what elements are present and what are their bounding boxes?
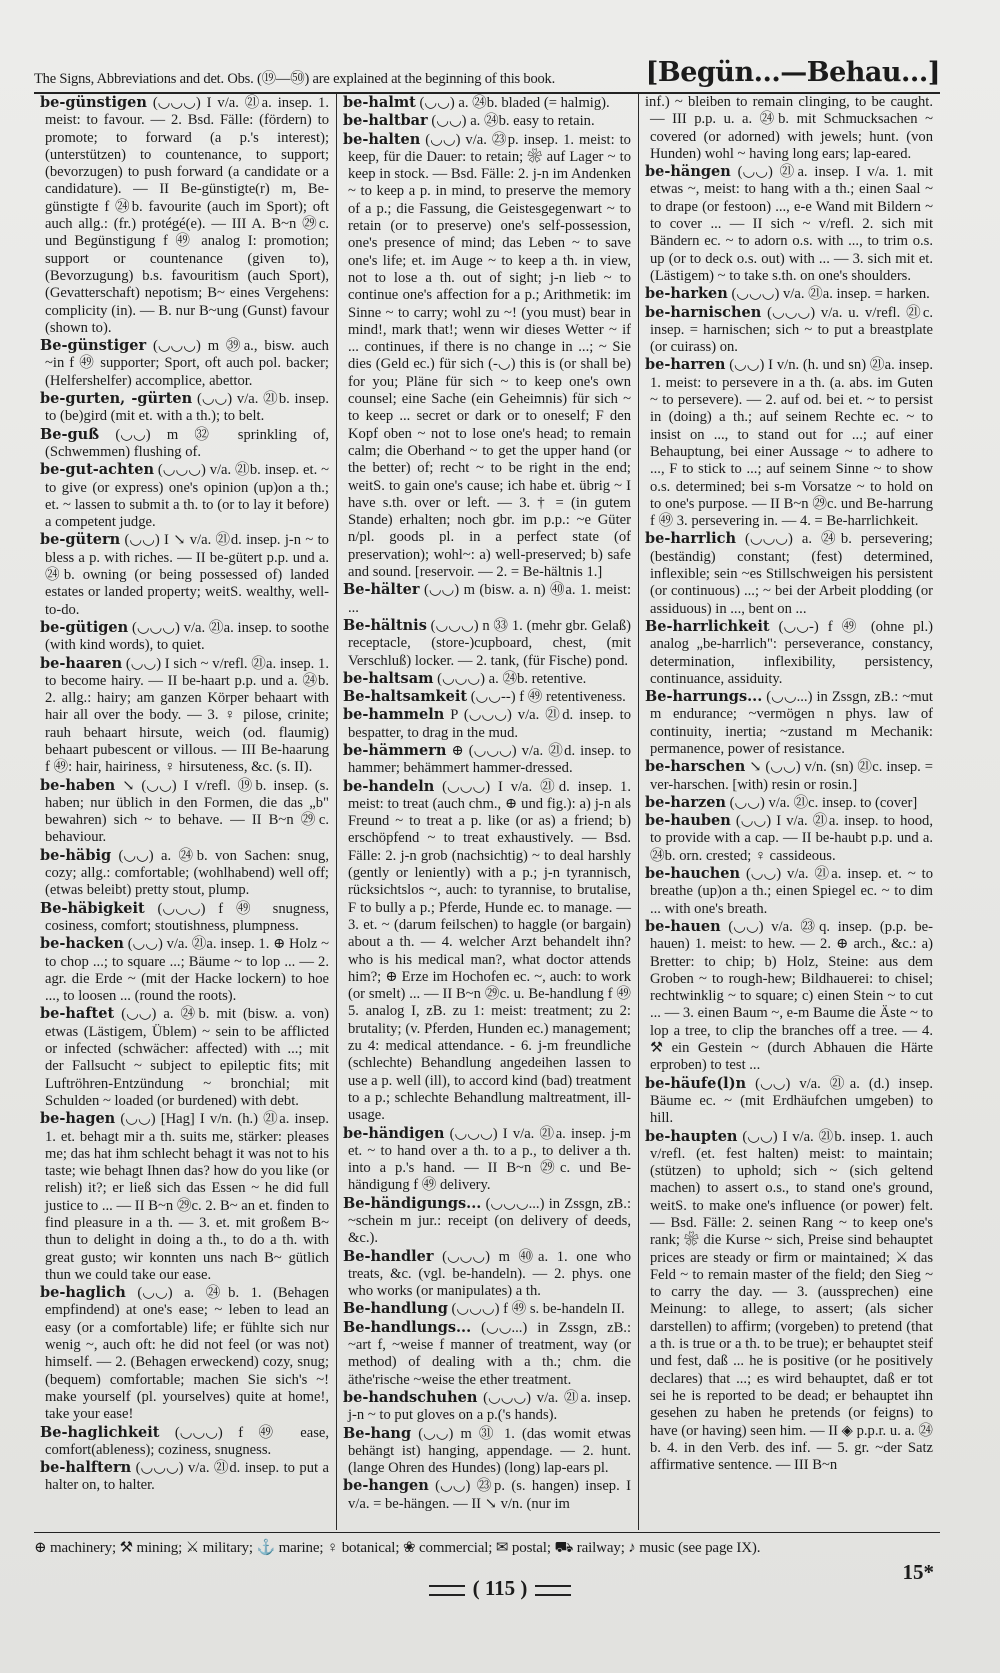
dictionary-entry	[40, 900, 329, 936]
entry-definition: (◡◡) I v/a. ㉑a. insep. to hood, to provide with a cap. — II be-haubt p.p. und a. ㉔b. orn. crested; ♀ cassideous.	[650, 813, 933, 864]
page-number-text: ( 115 )	[472, 1576, 528, 1600]
entry-headword: be-harschen	[645, 758, 746, 776]
dictionary-entry	[343, 1389, 631, 1425]
entry-definition: (◡◡) m ㉜ sprinkling of, (Schwemmen) flushing of.	[45, 426, 329, 460]
entry-headword: Be-handler	[343, 1247, 434, 1265]
entry-definition: (◡◡◡) f ㊾ snugness, cosiness, comfort; stoutishness, plumpness.	[45, 900, 329, 934]
footer-rule	[34, 1532, 940, 1533]
entry-definition: (◡◡) v/a. ㉑a. (d.) insep. Bäume ec. ~ (mit Erdhäufchen umgeben) to hill.	[650, 1075, 933, 1127]
entry-definition: (◡◡) v/a. ㉑a. insep. et. ~ to breathe (up)on a th.; einen Spiegel ec. ~ to dim ... with one's breath.	[650, 866, 933, 917]
entry-headword: Be-günstiger	[40, 337, 147, 355]
entry-definition: (◡◡) v/a. ㉓q. insep. (p.p. be-hauen) 1. meist: to hew. — 2. ⊕ arch., &c.: a) Bretter: to chip; b) Holz, Steine: aus dem Groben ~ to rough-hew; Bildhauerei: to chisel; rechtwinklig ~ to square; c) einen Stein ~ to cut ... — 3. einen Baum ~, e-m Baume die Äste ~ to lop a tree, to clip the branches off a tree. — 4. ⚒ ein Gestein ~ (durch Abhauen die Härte erproben) to test ...	[650, 918, 933, 1074]
entry-definition: (◡◡) ㉑a. insep. I v/a. 1. mit etwas ~, meist: to hang with a th.; einen Saal ~ to drape (or festoon) ..., e-e Wand mit Bildern ~ to cover ... — II sich ~ v/refl. 2. sich mit Bändern ec. ~ to adorn o.s. with ..., to trim o.s. up (or to deck o.s. out) with ... — 3. sich mit et. (Lästigem) ~ to take s.th. on one's shoulders.	[650, 164, 933, 284]
dictionary-entry	[40, 1459, 329, 1495]
dictionary-entry	[645, 304, 933, 357]
entry-headword: be-hauben	[645, 812, 731, 830]
entry-headword: be-gütern	[40, 531, 121, 549]
entry-definition: (◡◡◡) I v/a. ㉑a. insep. 1. meist: to favour. — 2. Bsd. Fälle: (fördern) to promote; to forward (a p.'s interest); (unterstützen) to countenance, to support; (bevorzugen) to push forward (a candidate or a candidature). — II Be-günstigte(r) m, Be-günstigte f ㉔b. favourite (auch im Sport); oft auch allg.: (fr.) protégé(e). — III A. B~n ㉙c. und Begünstigung f ㊾ analog I: promotion; support or countenance (given to), (Bevorzugung) b.s. favouritism (auch Sport), (Gevatterschaft) nepotism; B~ eines Vergehens: complicity (in). — B. nur B~ung (Gunst) favour (shown to).	[45, 95, 329, 336]
abbreviations-note: The Signs, Abbreviations and det. Obs. (⑲—㊿) are explained at the beginning of this book.	[34, 71, 556, 87]
entry-definition: (◡◡◡) I v/a. ㉑a. insep. j-m et. ~ to hand over a th. to a p., to deliver a th. into a p.'s hand. — II B~n ㉙c. und Be-händigung f ㊾ delivery.	[348, 1125, 631, 1194]
dictionary-entry	[343, 112, 631, 130]
entry-headword: be-hacken	[40, 935, 124, 953]
entry-headword: be-haben	[40, 776, 116, 794]
entry-definition: (◡◡) a. ㉔b. easy to retain.	[431, 113, 595, 130]
entry-headword: be-haltsam	[343, 669, 434, 687]
dictionary-entry	[645, 163, 933, 285]
entry-headword: Be-häbigkeit	[40, 899, 145, 917]
dictionary-entry	[645, 356, 933, 530]
dictionary-entry	[40, 935, 329, 1005]
entry-definition: (◡◡) v/a. ㉓p. insep. 1. meist: to keep, für die Dauer: to retain; ❀ auf Lager ~ to keep in stock. — Bsd. Fälle: 2. j-n im Andenken ~ to keep a p. in mind, to preserve the memory of a p.; die Fassung, die Geistesgegenwart ~ to retain (or to preserve) one's self-possession, one's presence of mind; das Leben ~ to save one's life; et. im Auge ~ to keep a th. in view, not to lose a th. out of sight; j-n lieb ~ to continue one's affection for a p.; Arithmetik: im Sinne ~ to carry; wohl zu ~! (you must) bear in mind!, mark that!; wenn wir dieses Wetter ~ if ... continues, if there is no change in ...; ~ Sie dies (Geld ec.) für sich (-◡) this is (or shall be) for you; Pläne für sich ~ to keep one's own counsel; eine Sache (ein Geheimnis) für sich ~ to keep ... secret or dark or to oneself; F den Kopf oben ~ not to lose one's head; to remain calm; die Oberhand ~ to get the upper hand (or the better) of; recht ~ to be right in the end; weitS. to gain one's cause; ich habe et. übrig ~ I have s.th. over or left. — 3. † = (in gutem Stande) erhalten; noch gbr. im p.p.: ~e Güter n/pl. goods pl. in a perfect state (of preservation); wohl~: a) well-preserved; b) safe and sound. [reservoir. — 2. = Be-hältnis 1.]	[348, 131, 631, 581]
entry-definition: (◡◡...) in Zssgn, zB.: ~mut m endurance; ~vermögen n phys. law of continuity, inertia; ~zustand m Mechanik: permanence, power of resistance.	[650, 689, 933, 757]
dictionary-entry	[40, 847, 329, 900]
entry-definition: (◡◡) ㉓p. (s. hangen) insep. I v/a. = be-hängen. — II ↘ v/n. (nur im	[348, 1478, 631, 1512]
entry-headword: be-halten	[343, 130, 421, 148]
entry-headword: be-haaren	[40, 654, 123, 672]
dictionary-entry	[343, 688, 631, 706]
dictionary-entry	[343, 581, 631, 617]
entry-headword: Be-harrungs...	[645, 688, 763, 706]
entry-definition: (◡◡◡) f ㊾ s. be-handeln II.	[451, 1301, 625, 1318]
entry-headword: be-gut-achten	[40, 461, 155, 479]
entry-headword: Be-hältnis	[343, 616, 427, 634]
dictionary-entry	[343, 1248, 631, 1301]
entry-definition: (◡◡-) f ㊾ (ohne pl.) analog „be-harrlich": perseverance, constancy, determination, inflexibility, persistency, continuance, assiduity.	[650, 618, 933, 687]
entry-headword: be-hangen	[343, 1477, 429, 1495]
entry-definition: (◡◡) m (bisw. a. n) ㊵a. 1. meist: ...	[348, 582, 632, 616]
entry-definition: (◡◡◡) a. ㉔b. retentive.	[437, 670, 587, 687]
entry-definition: (◡◡◡) a. ㉔b. persevering; (beständig) constant; (fest) determined, inflexible; sein ~es Stillschweigen his persistent (or continuous) ...; ~ bei der Arbeit plodding (or assiduous) in ..., bent on ...	[650, 531, 933, 617]
entry-definition: (◡◡◡) m ㊴a., bisw. auch ~in f ㊾ supporter; Sport, oft auch pol. backer; (Helfershelfer) accomplice, abettor.	[45, 338, 329, 389]
entry-headword: be-gütigen	[40, 618, 129, 636]
entry-headword: be-halftern	[40, 1459, 132, 1477]
entry-headword: be-hämmern	[343, 741, 447, 759]
entry-headword: be-haltbar	[343, 112, 428, 130]
entry-headword: be-händigen	[343, 1124, 445, 1142]
entry-definition: (◡◡--) f ㊾ retentiveness.	[470, 689, 626, 706]
dictionary-entry	[343, 1125, 631, 1195]
entry-headword: Be-haltsamkeit	[343, 688, 468, 706]
dictionary-entry	[645, 530, 933, 617]
dictionary-entry	[40, 426, 329, 462]
entry-headword: be-harrlich	[645, 530, 736, 548]
column-right	[638, 94, 940, 1530]
entry-headword: be-häufe(l)n	[645, 1074, 747, 1092]
dictionary-entry	[343, 1300, 631, 1318]
entry-definition: (◡◡◡) f ㊾ ease, comfort(ableness); coziness, snugness.	[45, 1424, 329, 1458]
entry-definition: (◡◡◡...) in Zssgn, zB.: ~schein m jur.: receipt (on delivery of deeds, &c.).	[348, 1195, 631, 1247]
catchwords: [Begün...—Behau...]	[645, 57, 940, 88]
dictionary-entry	[343, 1425, 631, 1478]
dictionary-entry	[645, 865, 933, 918]
entry-definition: (◡◡) a. ㉔b. bladed (= halmig).	[419, 95, 610, 111]
entry-definition: (◡◡◡) v/a. ㉑a. insep. j-n ~ to put gloves on a p.('s hands).	[348, 1389, 631, 1424]
entry-definition: (◡◡) I v/n. (h. und sn) ㉑a. insep. 1. meist: to persevere in a th. (a. abs. im Guten ~ to persevere). — 2. auf od. bei et. ~ to persist in (doing) a th.; auf seinem Rechte ec. ~ to insist on ..., to stand out for ...; auf einer Behauptung, bei einer Aussage ~ to adhere to ..., F to stick to ...; auf seinem Sinne ~ to show o.s. determined; bei s-m Vorsatze ~ to hold on to one's purpose. — II B~n ㉙c. und Be-harrung f ㊾ 3. persevering in. — 4. = Be-harrlichkeit.	[650, 357, 933, 530]
entry-definition: (◡◡) v/a. ㉑a. insep. 1. ⊕ Holz ~ to chop ...; to square ...; Bäume ~ to lop ... — 2. agr. die Erde ~ (mit der Hacke lockern) to hoe ..., to loosen ... (round the roots).	[45, 936, 329, 1005]
entry-definition: (◡◡◡) n ㉝ 1. (mehr gbr. Gelaß) receptacle, (store-)cupboard, chest, (mit Verschluß) locker. — 2. tank, (für Fische) pond.	[348, 617, 631, 669]
page-number	[0, 1576, 1000, 1601]
entry-definition: (◡◡) I v/a. ㉑b. insep. 1. auch v/refl. (et. fest halten) meist: to maintain; (stützen) to uphold; sich ~ (sich geltend machen) to assert o.s., to stand one's ground, weitS. to make one's influence (or power) felt. — Bsd. Fälle: 2. seinen Rang ~ to keep one's rank; ❀ die Kurse ~ sich, Preise sind behauptet prices are steady or firm or maintained; ⚔ das Feld ~ to remain master of the field; den Sieg ~ to carry the day. — 3. (aussprechen) eine Meinung: to allege, to assert; (als sicher darstellen) to affirm; (vorgeben) to pretend (that a th. is true or a th. to be true); er behauptet steif und fest, daß ... he is positive (or he positively declares) that ...; es wird behauptet, daß er tot sei he is reported to be dead; er behauptet ihn gesehen zu haben he pretends (or feigns) to have (or having) seen him. — II ◈ p.p.r. u. a. ㉔b. 4. in den Verb. des inf. — 5. gr. ~der Satz affirmative sentence. — III B~n	[650, 1128, 933, 1474]
entry-headword: be-hagen	[40, 1110, 116, 1128]
entry-headword: be-halmt	[343, 94, 416, 111]
entry-definition: (◡◡...) in Zssgn, zB.: ~art f, ~weise f manner of treatment, way (or method) of dealing with a th.; chm. die äthe'rische ~weise the ether treatment.	[348, 1319, 631, 1388]
entry-definition: (◡◡◡) v/a. ㉑a. insep. to soothe (with kind words), to quiet.	[45, 619, 329, 654]
entry-headword: Be-guß	[40, 425, 100, 443]
dictionary-entry	[40, 461, 329, 531]
entry-definition: (◡◡◡) v/a. ㉑b. insep. et. ~ to give (or express) one's opinion (up)on a th.; et. ~ lassen to submit a th. to (or to lay it before) a competent judge.	[45, 462, 329, 531]
entry-definition: ↘ (◡◡) I v/refl. ⑲b. insep. (s. haben; nur üblich in den Formen, die das „b" bewahren) sich ~ to behave. — II B~n ㉙c. behaviour.	[45, 777, 329, 846]
entry-headword: be-haftet	[40, 1005, 115, 1023]
entry-headword: be-haupten	[645, 1127, 738, 1145]
column-middle	[336, 94, 638, 1530]
entry-headword: be-gurten, -gürten	[40, 390, 193, 408]
column-left	[34, 94, 336, 1530]
entry-headword: be-hammeln	[343, 706, 445, 724]
dictionary-entry	[645, 758, 933, 794]
entry-definition: (◡◡◡) v/a. u. v/refl. ㉑c. insep. = harnischen; sich ~ to put a breastplate (or cuirass) on.	[650, 304, 933, 356]
entry-headword: be-hängen	[645, 163, 731, 181]
entry-definition: (◡◡) I sich ~ v/refl. ㉑a. insep. 1. to become hairy. — II be-haart p.p. und a. ㉔b. 2. allg.: hairy; am ganzen Körper behaart with hair all over the body. — 3. ♀ pilose, crinite; rauh behaart hirsute, weich (od. flaumig) behaart pubescent or villous. — III Be-haarung f ㊾: hair, hairiness, ♀ hirsuteness, &c. (s. II).	[45, 655, 329, 776]
entry-definition: P (◡◡◡) v/a. ㉑d. insep. to bespatter, to drag in the mud.	[348, 707, 631, 741]
entry-definition: (◡◡) a. ㉔b. 1. (Behagen empfindend) at one's ease; ~ leben to lead an easy (or a comfortable) life; er fühlte sich nur wenig ~, auch oft: he did not feel (or was not) himself. — 2. (Behagen erweckend) cozy, snug; (bequem) comfortable; machen Sie sich's ~! make yourself (pl. yourselves) quite at home!, take your ease!	[45, 1285, 329, 1423]
symbol-legend: ⊕ machinery; ⚒ mining; ⚔ military; ⚓ marine; ♀ botanical; ❀ commercial; ✉ postal; ⛟ railway; ♪ music (see page IX).	[34, 1540, 761, 1556]
entry-headword: Be-haglichkeit	[40, 1423, 160, 1441]
entry-headword: Be-harrlichkeit	[645, 617, 770, 635]
dictionary-entry	[343, 94, 631, 112]
entry-headword: be-haglich	[40, 1284, 126, 1302]
dictionary-entry	[645, 918, 933, 1075]
dictionary-entry	[343, 706, 631, 742]
dictionary-entry	[343, 742, 631, 778]
entry-headword: Be-handlung	[343, 1300, 448, 1318]
columns	[34, 94, 940, 1530]
dictionary-entry	[40, 531, 329, 618]
folio-ornament-right	[535, 1585, 571, 1596]
dictionary-entry	[343, 778, 631, 1125]
entry-headword: be-harnischen	[645, 303, 762, 321]
entry-headword: Be-handlungs...	[343, 1318, 472, 1336]
dictionary-entry	[343, 1477, 631, 1513]
dictionary-entry	[40, 655, 329, 777]
dictionary-entry	[40, 619, 329, 655]
entry-headword: be-hauen	[645, 917, 721, 935]
entry-headword: Be-hälter	[343, 581, 420, 599]
signature-mark: 15*	[902, 1560, 934, 1584]
entry-definition: (◡◡◡) I v/a. ㉑d. insep. 1. meist: to treat (auch chm., ⊕ und fig.): a) j-n als Freund ~ to treat a p. like (or as) a friend; b) erschöpfend ~ to treat exhaustively. — Bsd. Fälle: 2. j-n grob (nachsichtig) ~ to deal harshly (gently or leniently) with a p.; j-n tyrannisch, rücksichtslos ~, auch: to tyrannise, to brutalise, F to bully a p.; Pferde, Hunde ec. to manage. — 3. et. ~ (darum feilschen) to haggle (or bargain) about a th. — 4. welcher Arzt behandelt ihn? who is his medical man?, what doctor attends him?; ⊕ Erze im Hochofen ec. ~, auch: to work (or smelt) ... — II B~n ㉙c. u. Be-handlung f ㊾ 5. analog I, zB. zu 1: meist: treatment; zu 2: brutality; (v. Pferden, Hunden ec.) management; zu 4: medical attendance. - 6. j-m freundliche (schlechte) Behandlung angedeihen lassen to use a p. well (ill), to accord kind (bad) treatment to a p.; schlechte Behandlung maltreatment, ill-usage.	[348, 778, 631, 1124]
dictionary-entry	[40, 1110, 329, 1284]
folio-ornament-left	[429, 1585, 465, 1596]
dictionary-entry	[343, 670, 631, 688]
entry-headword: be-harzen	[645, 793, 726, 811]
dictionary-entry	[645, 1075, 933, 1128]
dictionary-entry	[645, 285, 933, 303]
dictionary-entry	[40, 1424, 329, 1460]
dictionary-entry	[645, 812, 933, 865]
entry-definition: (◡◡◡) v/a. ㉑d. insep. to put a halter on, to halter.	[45, 1460, 329, 1494]
entry-headword: be-handschuhen	[343, 1388, 478, 1406]
dictionary-entry	[343, 1195, 631, 1248]
dictionary-entry	[40, 777, 329, 847]
entry-headword: be-günstigen	[40, 94, 147, 111]
entry-definition: (◡◡) a. ㉔b. von Sachen: snug, cozy; allg.: comfortable; (wohlhabend) well off; (etwas beleibt) pretty stout, plump.	[45, 847, 329, 899]
page-header	[34, 44, 940, 88]
entry-headword: be-hauchen	[645, 865, 741, 883]
entry-headword: Be-hang	[343, 1424, 412, 1442]
dictionary-entry	[645, 94, 933, 163]
entry-definition: (◡◡) a. ㉔b. mit (bisw. a. von) etwas (Lästigem, Üblem) ~ sein to be afflicted or infected (schwächer: affected) with ...; mit der Fallsucht ~ subject to epileptic fits; mit Luftröhren-Entzündung ~ bronchial; mit Schulden ~ loaded (or burdened) with debt.	[45, 1006, 329, 1109]
entry-definition: (◡◡) [Hag] I v/n. (h.) ㉑a. insep. 1. et. behagt mir a th. suits me, stärker: pleases me; das hat ihm schlecht behagt it was not to his taste; wie behagt Ihnen das? how do you like (or relish) it?; er ließ sich das Essen ~ he did full justice to ... — II B~n ㉙c. 2. B~ an et. finden to find pleasure in a th. — 3. et. mit großem B~ thun to delight in doing a th., to do a th. with great gusto; wir konnten uns nach B~ gütlich thun we could take our ease.	[45, 1111, 329, 1283]
entry-definition: ↘ (◡◡) v/n. (sn) ㉑c. insep. = ver-harschen. [with) resin or rosin.]	[650, 759, 933, 793]
dictionary-entry	[343, 131, 631, 582]
entry-definition: (◡◡◡) m ㊵a. 1. one who treats, &c. (vgl. be-handeln). — 2. phys. one who works (or manipulates) a th.	[348, 1248, 631, 1300]
dictionary-entry	[645, 618, 933, 688]
entry-headword: be-harken	[645, 285, 728, 303]
dictionary-entry	[40, 1005, 329, 1110]
entry-headword: Be-händigungs...	[343, 1194, 482, 1212]
dictionary-entry	[645, 1128, 933, 1475]
entry-definition: (◡◡) m ㉛ 1. (das womit etwas behängt ist) hanging, appendage. — 2. hunt. (lange Ohren des Hundes) (long) lap-ears pl.	[348, 1425, 631, 1477]
dictionary-entry	[645, 688, 933, 758]
dictionary-entry	[645, 794, 933, 812]
dictionary-entry	[343, 617, 631, 670]
dictionary-entry	[40, 94, 329, 337]
entry-definition: ⊕ (◡◡◡) v/a. ㉑d. insep. to hammer; behämmert hammer-dressed.	[348, 742, 631, 777]
entry-headword: be-handeln	[343, 777, 435, 795]
dictionary-entry	[40, 1284, 329, 1423]
entry-definition: (◡◡◡) v/a. ㉑a. insep. = harken.	[731, 286, 930, 303]
dictionary-entry	[40, 390, 329, 426]
dictionary-entry	[343, 1319, 631, 1389]
entry-headword: be-häbig	[40, 846, 112, 864]
entry-definition: (◡◡) v/a. ㉑c. insep. to (cover]	[729, 794, 918, 811]
entry-definition: inf.) ~ bleiben to remain clinging, to be caught. — III p.p. u. a. ㉔b. mit Schmucksachen ~ covered (or adorned) with jewels; hunt. (von Hunden) wohl ~ having long ears; lap-eared.	[645, 94, 933, 162]
entry-headword: be-harren	[645, 356, 726, 374]
entry-definition: (◡◡) v/a. ㉑b. insep. to (be)gird (mit et. with a th.); to belt.	[45, 391, 329, 425]
entry-definition: (◡◡) I ↘ v/a. ㉑d. insep. j-n ~ to bless a p. with riches. — II be-gütert p.p. und a. ㉔b. owning (or being possessed of) landed estates or landed property; weitS. wealthy, well-to-do.	[45, 532, 329, 618]
dictionary-entry	[40, 337, 329, 390]
